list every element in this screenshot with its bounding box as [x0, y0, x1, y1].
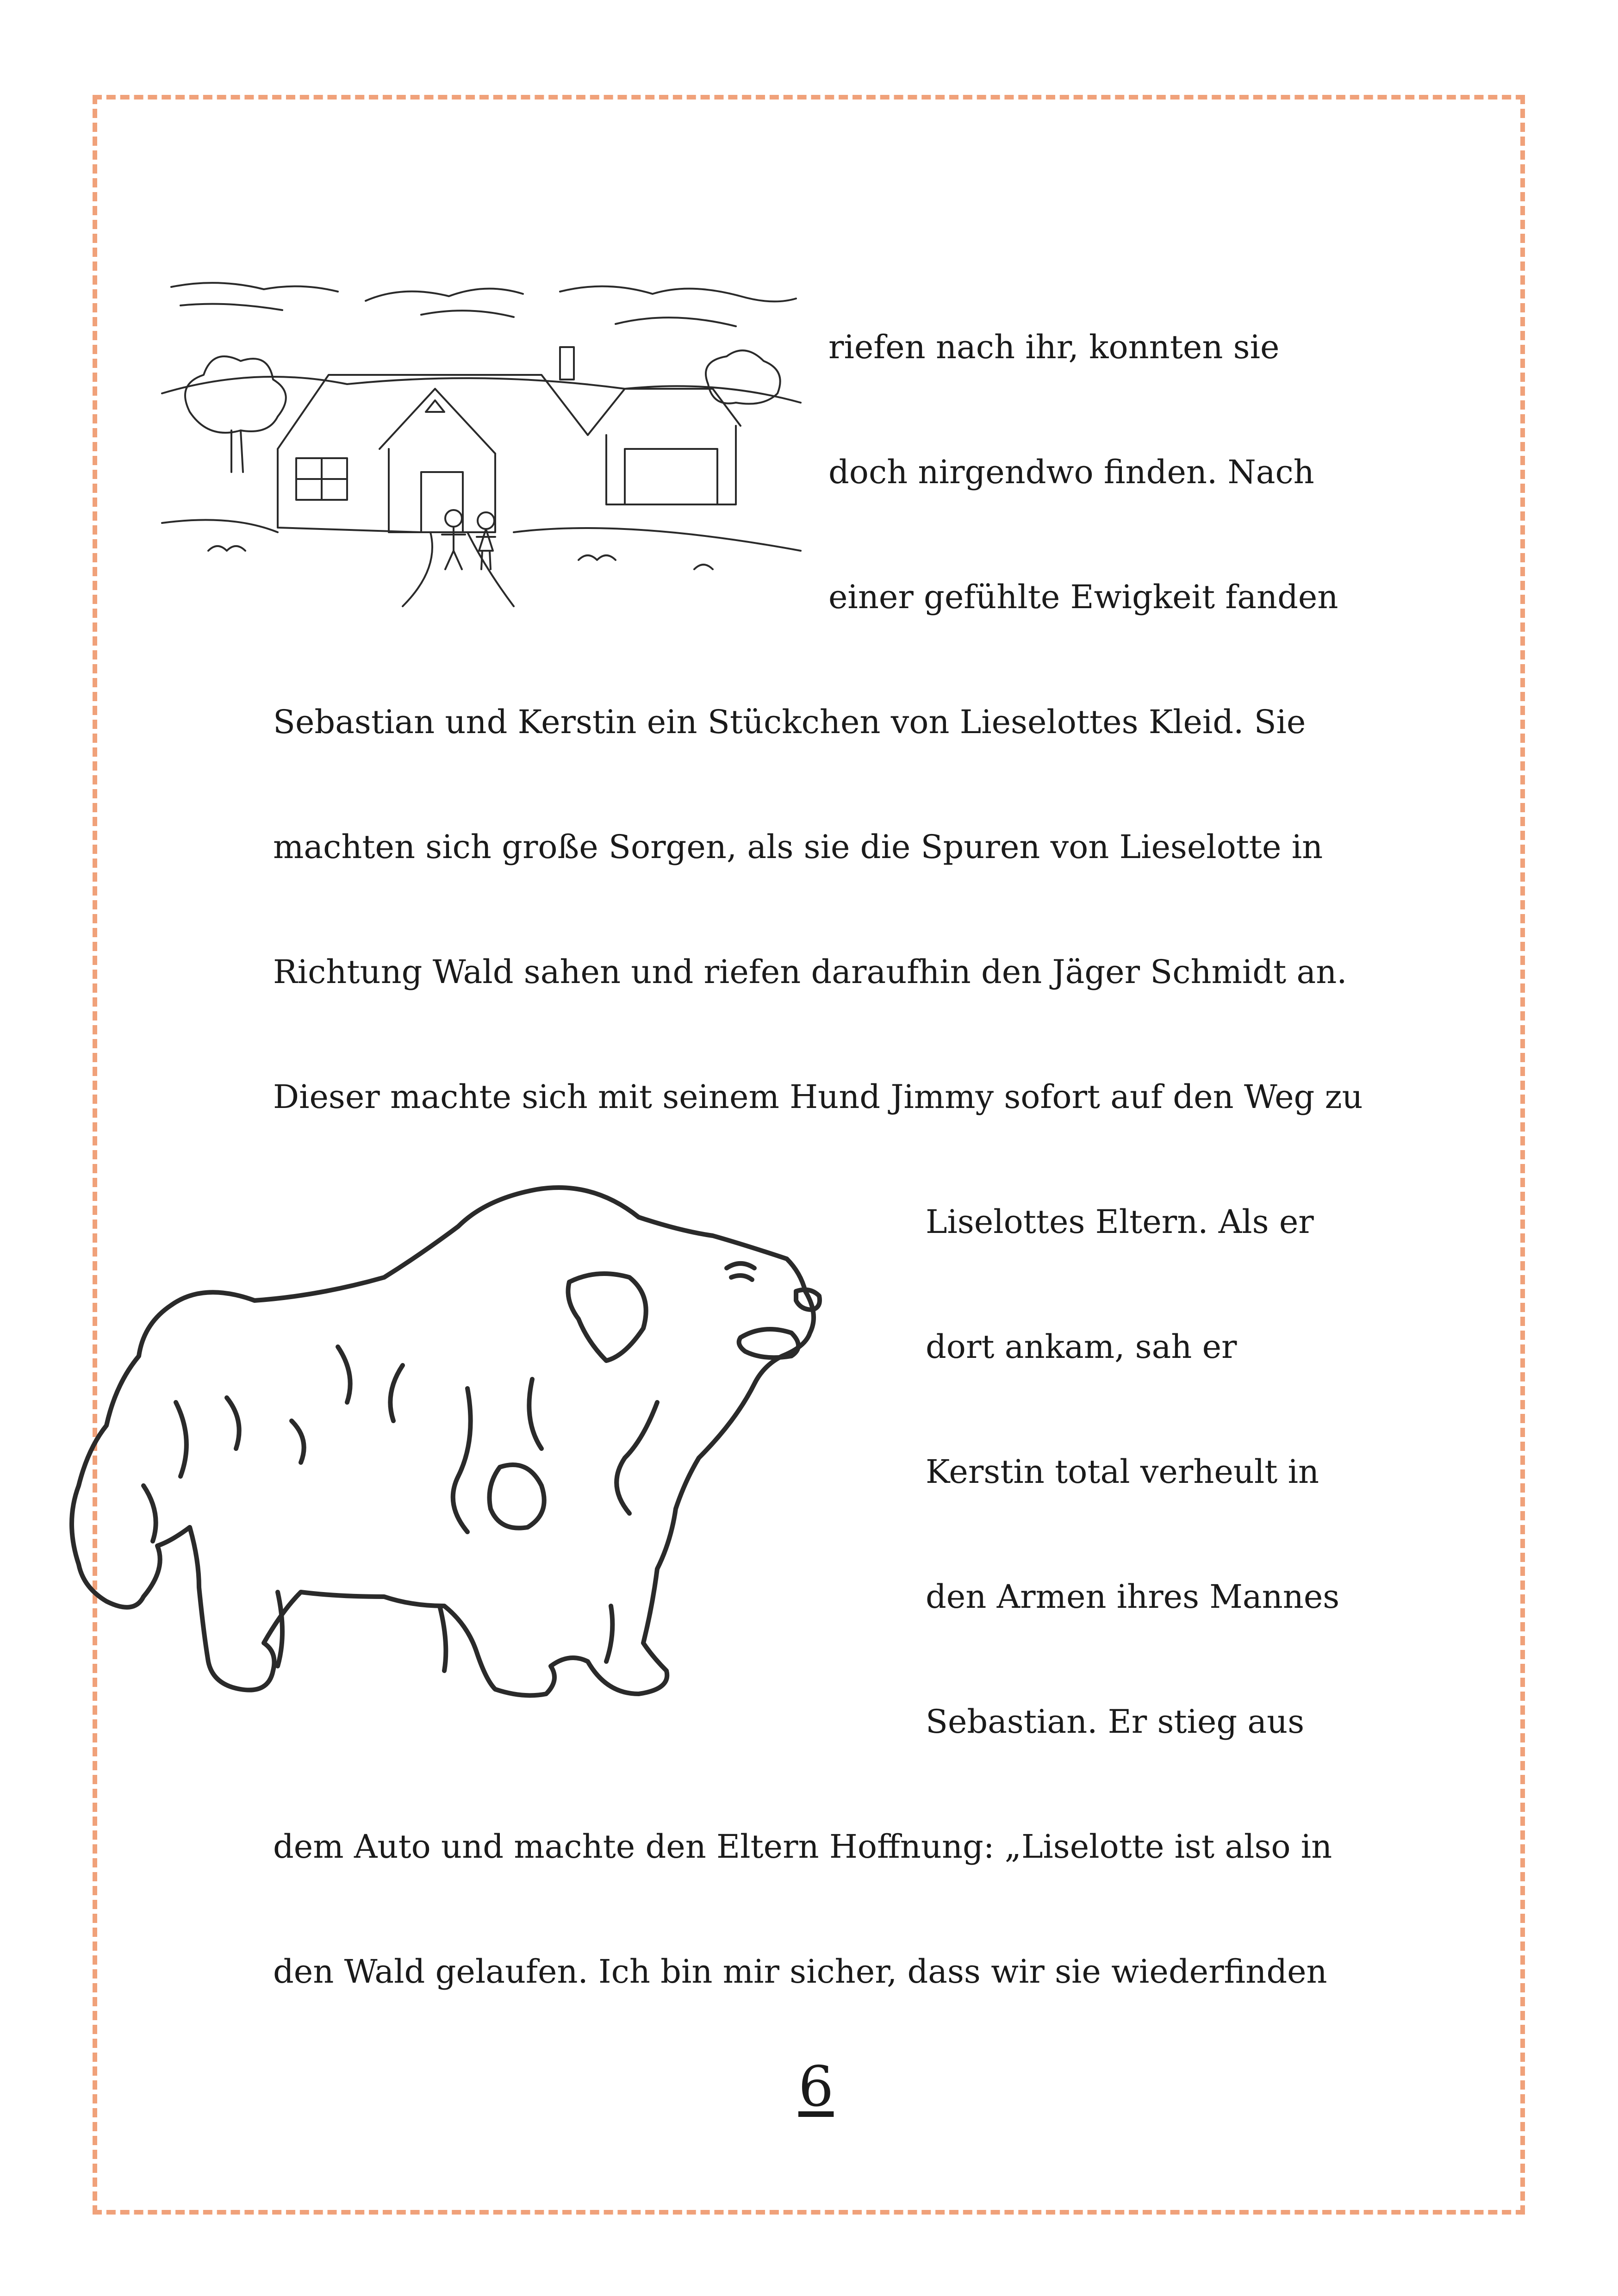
text-line: einer gefühlte Ewigkeit fanden: [828, 578, 1338, 616]
text-line: Sebastian und Kerstin ein Stückchen von Lieselottes Kleid. Sie: [273, 703, 1306, 741]
text-line: dem Auto und machte den Eltern Hoffnung: „Liselotte ist also in: [273, 1828, 1332, 1866]
text-line: doch nirgendwo finden. Nach: [828, 453, 1314, 491]
text-line: Sebastian. Er stieg aus: [926, 1703, 1305, 1741]
house-illustration: [162, 273, 801, 606]
text-line: dort ankam, sah er: [926, 1328, 1237, 1366]
text-line: riefen nach ihr, konnten sie: [828, 328, 1280, 366]
page-number: 6: [798, 2055, 834, 2119]
text-line: machten sich große Sorgen, als sie die Spuren von Lieselotte in: [273, 828, 1323, 866]
text-line: den Wald gelaufen. Ich bin mir sicher, dass wir sie wiederfinden: [273, 1953, 1327, 1991]
text-line: den Armen ihres Mannes: [926, 1578, 1340, 1616]
text-line: Richtung Wald sahen und riefen daraufhin den Jäger Schmidt an.: [273, 953, 1347, 991]
text-line: Dieser machte sich mit seinem Hund Jimmy sofort auf den Weg zu: [273, 1078, 1363, 1116]
text-line: Liselottes Eltern. Als er: [926, 1203, 1314, 1241]
dog-illustration: [60, 1162, 902, 1726]
text-line: Kerstin total verheult in: [926, 1453, 1319, 1491]
